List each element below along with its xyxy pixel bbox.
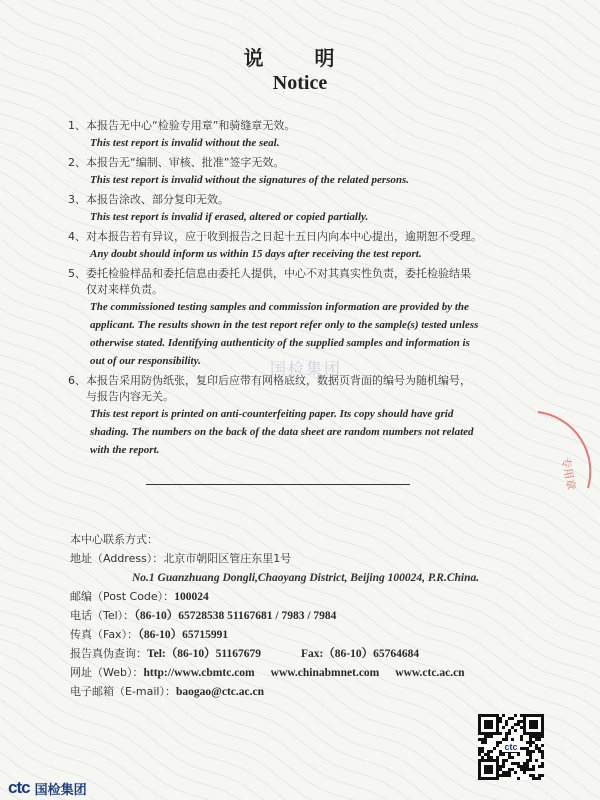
notice-cn-text: 本报告无中心“检验专用章”和骑缝章无效。: [86, 119, 296, 132]
postcode-label: 邮编（Post Code）：: [70, 590, 175, 603]
web-link-2[interactable]: www.chinabmnet.com: [270, 667, 380, 679]
notice-en-line: This test report is invalid if erased, altered or copied partially.: [90, 211, 369, 223]
notice-item: [68, 229, 528, 263]
web-link-3[interactable]: www.ctc.ac.cn: [395, 667, 465, 679]
notice-cn-line: [68, 389, 528, 405]
notice-cn-text: 本报告采用防伪纸张，复印后应带有网格底纹，数据页背面的编号为随机编号，: [86, 374, 471, 387]
notice-item: [68, 192, 528, 226]
notice-cn-line: [68, 282, 528, 298]
notice-en-line: otherwise stated. Identifying authenticity of the supplied samples and information is: [90, 337, 470, 349]
notice-cn-text: 本报告无“编制、审核、批准”签字无效。: [86, 156, 285, 169]
notice-list: [68, 118, 528, 462]
brand-logo: [8, 778, 87, 798]
red-seal-stamp: [518, 408, 600, 496]
qr-code: [478, 714, 544, 780]
web-label: 网址（Web）：: [70, 666, 144, 679]
notice-cn-line: [68, 192, 528, 208]
notice-cn-line: [68, 229, 528, 245]
notice-en-line: applicant. The results shown in the test report refer only to the sample(s) tested unless: [90, 319, 479, 331]
notice-item: [68, 118, 528, 152]
notice-cn-line: [68, 266, 528, 282]
seal-text: 专用章: [559, 456, 578, 492]
contact-info: [70, 530, 530, 701]
notice-item: [68, 373, 528, 459]
web-link-1[interactable]: http://www.cbmtc.com: [143, 667, 255, 679]
divider-line: [146, 484, 410, 485]
verify-tel: Tel:（86-10）51167679: [147, 648, 261, 660]
notice-number: 5、: [68, 267, 86, 280]
notice-cn-line: [68, 155, 528, 171]
address-label: 地址（Address）：: [70, 552, 164, 565]
fax-label: 传真（Fax）：: [70, 628, 139, 641]
ctc-logo-mark: ctc: [8, 778, 30, 797]
notice-number: 1、: [68, 119, 86, 132]
email-label: 电子邮箱（E-mail）：: [70, 685, 176, 698]
title-chinese: 说 明: [243, 46, 357, 70]
notice-en-line: The commissioned testing samples and commission information are provided by the: [90, 301, 469, 313]
notice-cn-line: [68, 118, 528, 134]
address-row: [70, 549, 530, 568]
ctc-logo-text: 国检集团: [34, 782, 87, 798]
tel-row: [70, 606, 530, 625]
notice-cn-text: 对本报告若有异议，应于收到报告之日起十五日内向本中心提出，逾期恕不受理。: [86, 230, 482, 243]
notice-en-line: Any doubt should inform us within 15 days after receiving the test report.: [90, 248, 422, 260]
address-cn: 北京市朝阳区管庄东里1号: [163, 552, 292, 565]
notice-en-line: This test report is printed on anti-counterfeiting paper. Its copy should have grid: [90, 408, 454, 420]
fax-row: [70, 625, 530, 644]
notice-number: 3、: [68, 193, 86, 206]
notice-number: 4、: [68, 230, 86, 243]
postcode-row: [70, 587, 530, 606]
notice-item: [68, 266, 528, 370]
email-row: [70, 682, 530, 701]
title-english: Notice: [272, 72, 328, 94]
notice-number: 6、: [68, 374, 86, 387]
notice-number: 2、: [68, 156, 86, 169]
notice-cn-text: 委托检验样品和委托信息由委托人提供，中心不对其真实性负责，委托检验结果: [86, 267, 471, 280]
notice-cn-text: 与报告内容无关。: [86, 390, 174, 403]
address-en-row: [70, 568, 530, 587]
verify-label: 报告真伪查询：: [70, 647, 147, 660]
notice-en-line: out of our responsibility.: [90, 355, 201, 367]
postcode-value: 100024: [174, 591, 209, 603]
notice-cn-text: 本报告涂改、部分复印无效。: [86, 193, 229, 206]
contact-heading: 本中心联系方式：: [70, 533, 158, 546]
notice-en-line: shading. The numbers on the back of the data sheet are random numbers not related: [90, 426, 474, 438]
qr-center-logo: ctc: [504, 742, 518, 752]
notice-en-line: This test report is invalid without the seal.: [90, 137, 280, 149]
notice-en-line: This test report is invalid without the signatures of the related persons.: [90, 174, 410, 186]
watermark-text: 国检集团: [270, 359, 343, 378]
tel-value: （86-10）65728538 51167681 / 7983 / 7984: [134, 610, 337, 622]
web-row: [70, 663, 530, 682]
tel-label: 电话（Tel）：: [70, 609, 135, 622]
fax-value: （86-10）65715991: [138, 629, 229, 641]
email-value[interactable]: baogao@ctc.ac.cn: [176, 686, 264, 698]
notice-item: [68, 155, 528, 189]
verify-fax: Fax:（86-10）65764684: [300, 648, 420, 660]
verify-row: [70, 644, 530, 663]
notice-cn-text: 仅对来样负责。: [86, 283, 163, 296]
address-en: No.1 Guanzhuang Dongli,Chaoyang District, Beijing 100024, P.R.China.: [132, 572, 480, 584]
notice-en-line: with the report.: [90, 444, 160, 456]
